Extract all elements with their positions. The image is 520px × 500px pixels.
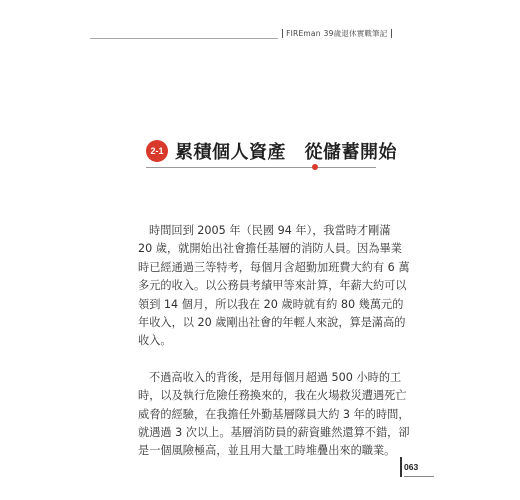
section-title-rule	[146, 167, 376, 168]
text-line: 就遇過 3 次以上。基層消防員的薪資雖然還算不錯，卻	[138, 426, 410, 440]
folio-underline	[404, 476, 434, 477]
header-subtitle: 39歲退休實戰筆記	[323, 29, 388, 38]
folio-rule	[400, 457, 402, 477]
page-number: 063	[404, 462, 419, 472]
running-header	[278, 28, 392, 39]
text-line: 不過高收入的背後，是用每個月超過 500 小時的工	[149, 370, 402, 384]
text-line: 是一個風險極高，並且用大量工時堆疊出來的職業。	[138, 444, 396, 458]
body-text	[138, 222, 410, 461]
paragraph-2	[138, 369, 410, 461]
section-number-badge: 2-1	[146, 140, 168, 162]
section-heading	[146, 138, 397, 164]
text-line: 多元的收入。以公務員考績甲等來計算，年薪大約可以	[138, 279, 407, 293]
header-brand: FIREman	[286, 29, 321, 38]
text-line: 收入。	[138, 334, 172, 348]
text-line: 領到 14 個月，所以我在 20 歲時就有約 80 幾萬元的	[138, 297, 404, 311]
text-line: 威脅的經驗，在我擔任外勤基層隊員大約 3 年的時間，	[138, 407, 410, 421]
section-title: 累積個人資產 從儲蓄開始	[175, 142, 397, 163]
paragraph-1	[138, 222, 410, 351]
header-bar-left	[282, 29, 284, 38]
text-line: 時間回到 2005 年（民國 94 年），我當時才剛滿	[149, 224, 391, 237]
text-line: 時已經通過三等特考，每個月含超勤加班費大約有 6 萬	[138, 260, 410, 274]
section-title-rule-dot	[312, 164, 318, 170]
header-bar-right	[391, 29, 393, 38]
text-line: 年收入，以 20 歲剛出社會的年輕人來說，算是滿高的	[138, 316, 406, 330]
text-line: 時，以及執行危險任務換來的，我在火場救災遭遇死亡	[138, 389, 407, 403]
text-line: 20 歲，就開始出社會擔任基層的消防人員。因為畢業	[138, 242, 402, 256]
